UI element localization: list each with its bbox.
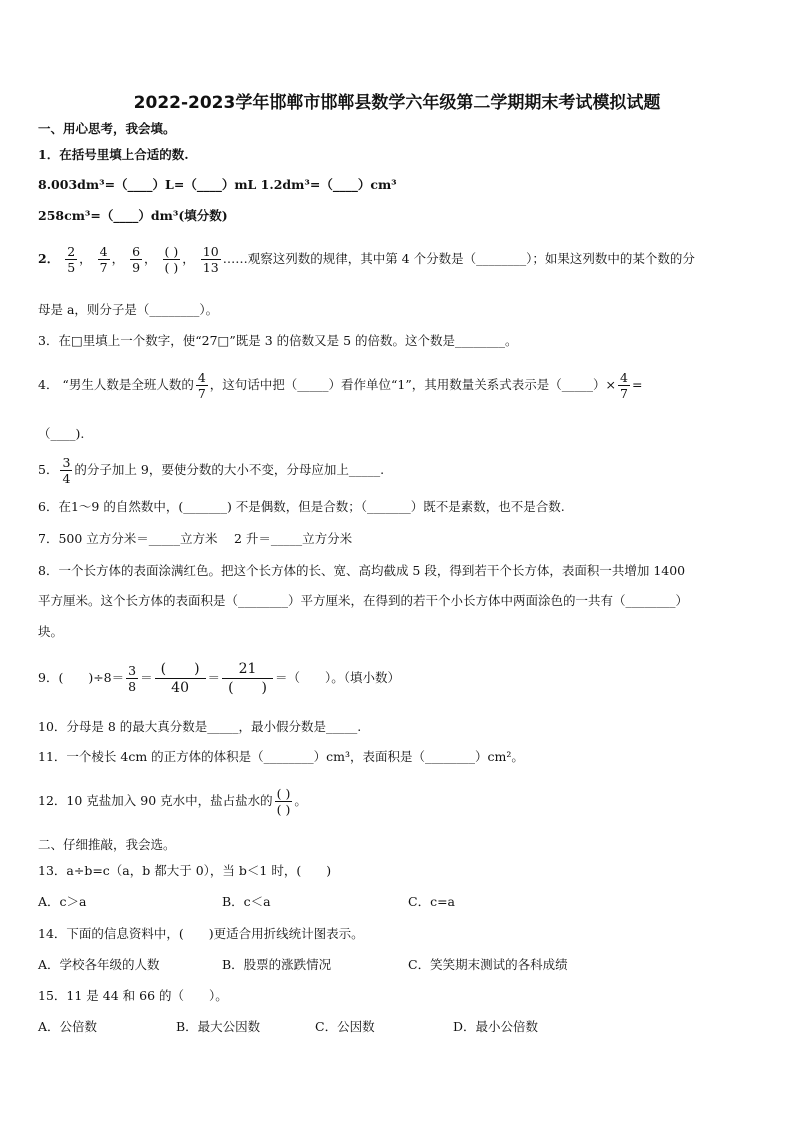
fraction [65,244,77,275]
fraction-numerator: 4 [620,370,628,385]
page-title: 2022-2023学年邯郸市邯郸县数学六年级第二学期期末考试模拟试题 [133,93,661,113]
equals-sign: ＝ [207,670,221,685]
question-8-line-3: 块。 [38,624,64,639]
fraction-numerator: 2 [67,244,76,259]
section-2-heading: 二、仔细推敲，我会选。 [38,837,176,852]
question-4-text-mid: ，这句话中把（_____）看作单位“1”，其用数量关系式表示是（_____）× [209,377,616,392]
question-14-option-c: C．笑笑期末测试的各科成绩 [408,957,568,972]
question-2 [38,244,695,275]
separator: ， [111,251,125,266]
fraction-numerator: 3 [62,455,71,470]
fraction-blank [155,660,206,697]
separator: ， [182,251,195,266]
fraction-denominator: 7 [99,260,108,275]
question-9-text-end: ＝（ ）。（填小数） [275,670,401,685]
question-8-line-1: 8．一个长方体的表面涂满红色。把这个长方体的长、宽、高均截成 5 段，得到若干个长方体，表面积一共增加 1400 [38,563,686,578]
question-3: 3．在□里填上一个数字，使“27□”既是 3 的倍数又是 5 的倍数。这个数是________。 [38,333,518,348]
question-13: 13．a÷b=c（a，b 都大于 0），当 b＜1 时，( ) [38,863,332,878]
fraction-blank [163,244,181,275]
fraction [618,370,630,401]
fraction [126,663,138,694]
fraction-numerator: ( ) [164,244,179,259]
question-5-text: 的分子加上 9，要使分数的大小不变，分母应加上_____. [74,462,385,477]
question-12-text: 12．10 克盐加入 90 克水中，盐占盐水的 [38,793,273,808]
fraction-numerator: ( ) [276,786,291,801]
question-7: 7．500 立方分米＝_____立方米 2 升＝_____立方分米 [38,531,353,546]
question-2-line-2: 母是 a，则分子是（________）。 [38,302,219,317]
fraction-numerator: 6 [132,244,141,259]
question-1-line-2: 258cm³=（____）dm³(填分数) [38,208,228,223]
fraction-denominator: 40 [171,680,189,696]
fraction-numerator: 10 [202,244,219,259]
equals-sign: = [631,377,643,392]
fraction-denominator: 5 [67,260,76,275]
question-15-option-a: A．公倍数 [38,1019,98,1034]
fraction-numerator: 21 [238,661,257,677]
fraction-numerator: 4 [99,244,108,259]
question-13-option-a: A．c＞a [38,894,87,909]
fraction-denominator: ( ) [164,260,179,275]
fraction-numerator: 4 [197,370,206,385]
fraction-denominator: 8 [128,679,137,694]
fraction-blank [222,660,273,697]
fraction-denominator: 13 [202,260,219,275]
question-5-number: 5． [38,462,59,477]
question-14-option-b: B．股票的涨跌情况 [222,957,332,972]
question-11: 11．一个棱长 4cm 的正方体的体积是（________）cm³，表面积是（________）cm²。 [38,749,524,764]
fraction-blank [275,786,293,817]
question-1-line-1: 8.003dm³=（____）L=（____）mL 1.2dm³=（____）cm³ [38,177,397,192]
fraction [98,244,110,275]
question-15-option-c: C．公因数 [315,1019,375,1034]
question-14: 14．下面的信息资料中，( )更适合用折线统计图表示。 [38,926,364,941]
fraction [196,370,208,401]
fraction [60,455,72,486]
section-1-heading: 一、用心思考，我会填。 [38,121,176,136]
question-2-text: ……观察这列数的规律，其中第 4 个分数是（________）；如果这列数中的某个数的分 [222,251,695,266]
fraction-numerator: ( ) [160,661,200,677]
fraction-denominator: 7 [620,386,628,401]
question-14-option-a: A．学校各年级的人数 [38,957,160,972]
question-2-number: 2． [38,251,60,266]
question-9 [38,660,400,697]
question-6: 6．在1～9 的自然数中，(_______) 不是偶数，但是合数；（_______）既不是素数，也不是合数. [38,499,565,514]
fraction-denominator: 4 [62,471,71,486]
question-15-option-d: D．最小公倍数 [453,1019,539,1034]
question-1: 1．在括号里填上合适的数. [38,147,189,162]
question-4-line-2: （____). [38,426,85,441]
question-13-option-c: C．c=a [408,894,455,909]
question-4-text: 4． “男生人数是全班人数的 [38,377,194,392]
question-15-option-b: B．最大公因数 [176,1019,261,1034]
fraction-denominator: 9 [132,260,141,275]
question-12 [38,786,307,817]
separator: ， [144,251,157,266]
question-13-option-b: B．c＜a [222,894,271,909]
fraction [130,244,142,275]
question-5 [38,455,384,486]
fraction-denominator: ( ) [276,802,291,817]
fraction [201,244,221,275]
equals-sign: ＝ [140,670,153,685]
question-4 [38,370,642,401]
question-9-text: 9．( )÷8＝ [38,670,125,685]
question-15: 15．11 是 44 和 66 的（ ）。 [38,988,228,1003]
period: 。 [294,793,307,808]
separator: ， [79,251,92,266]
fraction-denominator: 7 [197,386,206,401]
fraction-numerator: 3 [128,663,137,678]
question-10: 10．分母是 8 的最大真分数是_____，最小假分数是_____. [38,719,362,734]
question-8-line-2: 平方厘米。这个长方体的表面积是（________）平方厘米，在得到的若干个小长方体中两面涂色的一共有（________） [38,593,689,608]
fraction-denominator: ( ) [228,680,267,696]
